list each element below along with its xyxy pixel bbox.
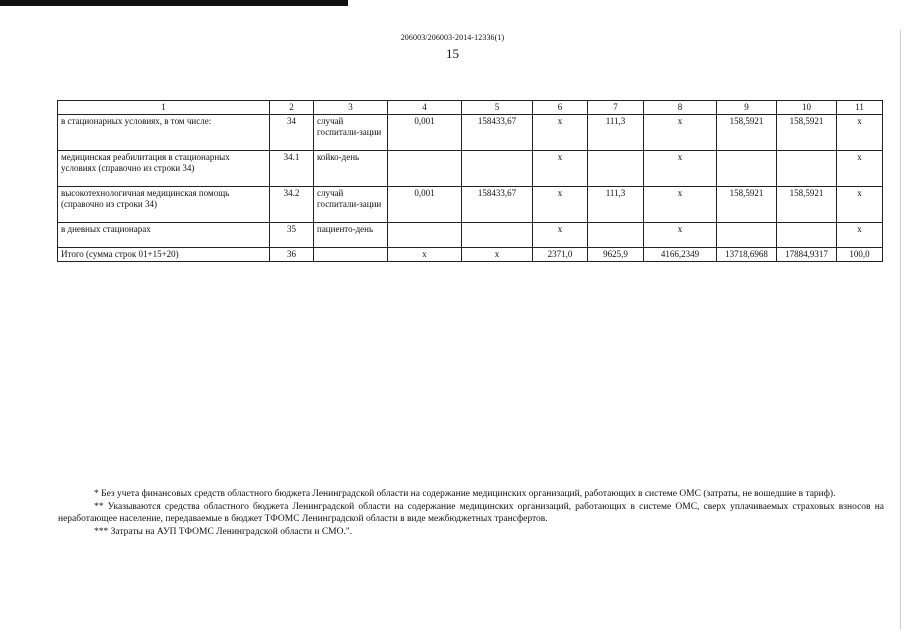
footnote-3: *** Затраты на АУП ТФОМС Ленинградской области и СМО.". [94, 527, 353, 537]
row-code: 35 [270, 223, 314, 248]
table-cell: х [533, 151, 588, 187]
table-row [58, 151, 883, 187]
table-cell [388, 151, 462, 187]
table-cell: 111,3 [588, 115, 644, 151]
table-cell: 158,5921 [717, 115, 777, 151]
row-name: в стационарных условиях, в том числе: [58, 115, 270, 151]
table-cell: 9625,9 [588, 248, 644, 262]
footnote-1: * Без учета финансовых средств областного бюджета Ленинградской области на содержание медицинских организаций, работающих в системе ОМС (затраты, не вошедшие в тариф). [94, 489, 836, 499]
column-header: 1 [58, 101, 270, 115]
table-cell [717, 223, 777, 248]
scan-edge-line [900, 30, 901, 630]
table-cell: х [533, 223, 588, 248]
table-cell: х [837, 223, 883, 248]
table-cell [777, 223, 837, 248]
table-cell: 158,5921 [777, 115, 837, 151]
page-number: 15 [446, 46, 459, 61]
table-cell: х [837, 151, 883, 187]
footnote-2: ** Указываются средства областного бюджета Ленинградской области на содержание медицинских организаций, работающих в системе ОМС, сверх уплачиваемых страховых взносов на неработающее население, передаваемые в бюджет ТФОМС Ленинградской области в виде межбюджетных трансфертов. [58, 502, 884, 524]
scan-artifact-bar [0, 0, 348, 6]
row-name: медицинская реабилитация в стационарных условиях (справочно из строки 34) [58, 151, 270, 187]
row-code: 34.2 [270, 187, 314, 223]
table-cell: х [837, 115, 883, 151]
table-cell [777, 151, 837, 187]
row-code: 36 [270, 248, 314, 262]
table-cell: 111,3 [588, 187, 644, 223]
table-cell: 0,001 [388, 187, 462, 223]
row-unit: пациенто-день [314, 223, 388, 248]
table-cell: х [837, 187, 883, 223]
table-cell: 158,5921 [717, 187, 777, 223]
table-cell [462, 223, 533, 248]
table-cell: 13718,6968 [717, 248, 777, 262]
row-unit: случай госпитали-зации [314, 187, 388, 223]
column-header: 2 [270, 101, 314, 115]
table-cell [462, 151, 533, 187]
table-cell [717, 151, 777, 187]
table-cell: 2371,0 [533, 248, 588, 262]
table-cell: х [644, 115, 717, 151]
row-unit [314, 248, 388, 262]
table-cell: х [533, 187, 588, 223]
table-row [58, 187, 883, 223]
row-code: 34.1 [270, 151, 314, 187]
table-cell [588, 151, 644, 187]
column-header: 9 [717, 101, 777, 115]
column-header: 4 [388, 101, 462, 115]
table-row-total [58, 248, 883, 262]
table-cell [588, 223, 644, 248]
column-header: 6 [533, 101, 588, 115]
table-cell: х [388, 248, 462, 262]
table-cell: 0,001 [388, 115, 462, 151]
column-header: 7 [588, 101, 644, 115]
footnotes [58, 488, 884, 539]
column-header: 3 [314, 101, 388, 115]
document-id: 206003/206003-2014-12336(1) [400, 33, 505, 42]
table-cell: х [644, 187, 717, 223]
table-row [58, 223, 883, 248]
table-cell: 158,5921 [777, 187, 837, 223]
table-cell: 100,0 [837, 248, 883, 262]
table-cell: х [644, 223, 717, 248]
row-name: высокотехнологичная медицинская помощь (справочно из строки 34) [58, 187, 270, 223]
table-cell: 158433,67 [462, 115, 533, 151]
table-cell: х [644, 151, 717, 187]
table-cell: х [533, 115, 588, 151]
column-header: 5 [462, 101, 533, 115]
column-header: 11 [837, 101, 883, 115]
table-cell: 158433,67 [462, 187, 533, 223]
column-header: 8 [644, 101, 717, 115]
table-cell [388, 223, 462, 248]
table-cell: 4166,2349 [644, 248, 717, 262]
row-name: Итого (сумма строк 01+15+20) [58, 248, 270, 262]
row-unit: койко-день [314, 151, 388, 187]
column-header: 10 [777, 101, 837, 115]
data-table [57, 100, 883, 262]
table-cell: 17884,9317 [777, 248, 837, 262]
row-name: в дневных стационарах [58, 223, 270, 248]
table-row [58, 115, 883, 151]
table-header-row [58, 101, 883, 115]
row-unit: случай госпитали-зации [314, 115, 388, 151]
table-cell: х [462, 248, 533, 262]
row-code: 34 [270, 115, 314, 151]
